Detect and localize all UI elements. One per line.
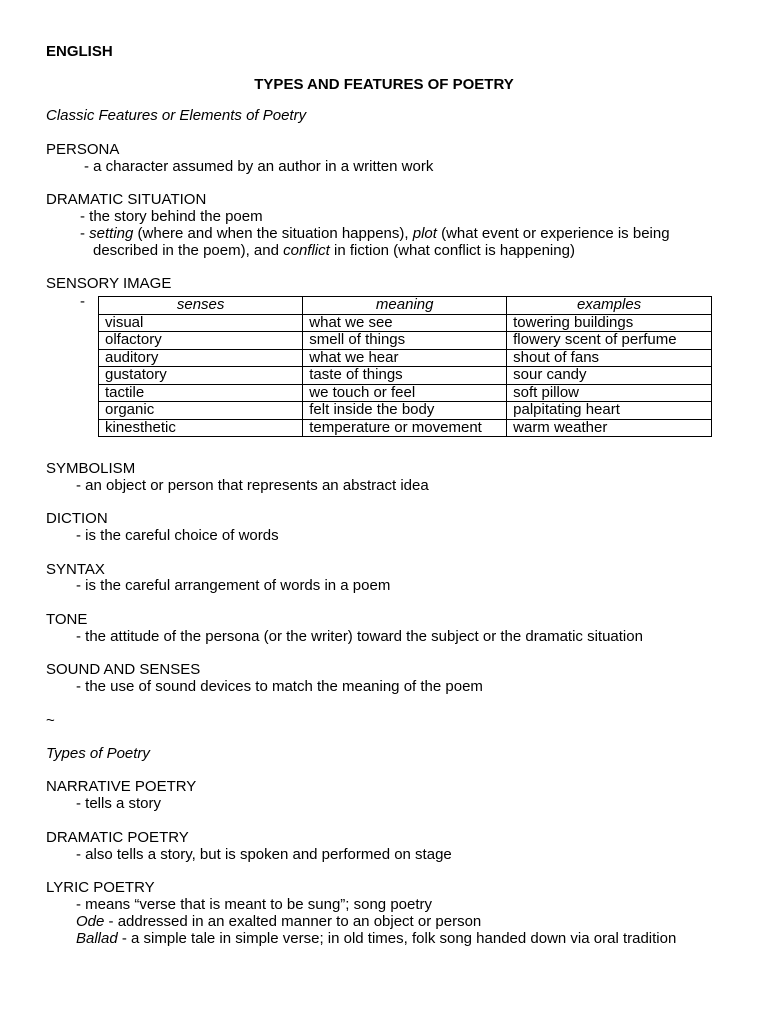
example-cell: towering buildings (507, 314, 712, 332)
conflict-term: conflict (283, 242, 330, 259)
diction-definition: - is the careful choice of words (76, 527, 279, 544)
example-cell: soft pillow (507, 384, 712, 402)
subject-label: ENGLISH (46, 43, 113, 60)
dramatic-poetry-definition: - also tells a story, but is spoken and performed on stage (76, 846, 452, 863)
table-row (99, 349, 712, 367)
setting-term: setting (89, 225, 134, 242)
meaning-cell: taste of things (303, 367, 507, 385)
document-title: TYPES AND FEATURES OF POETRY (254, 76, 514, 93)
described-text: described in the poem), and (93, 242, 284, 259)
example-cell: sour candy (507, 367, 712, 385)
column-header-senses: senses (99, 297, 303, 315)
ode-text: - addressed in an exalted manner to an object or person (104, 913, 482, 930)
sense-cell: olfactory (99, 332, 303, 350)
conflict-text: in fiction (what conflict is happening) (329, 242, 575, 259)
sound-and-senses-term: SOUND AND SENSES (46, 661, 201, 678)
sensory-image-table (98, 296, 712, 437)
dramatic-situation-term: DRAMATIC SITUATION (46, 191, 207, 208)
syntax-term: SYNTAX (46, 561, 105, 578)
meaning-cell: temperature or movement (303, 419, 507, 437)
meaning-cell: what we see (303, 314, 507, 332)
narrative-poetry-definition: - tells a story (76, 795, 162, 812)
sense-cell: tactile (99, 384, 303, 402)
dramatic-poetry-term: DRAMATIC POETRY (46, 829, 189, 846)
example-cell: warm weather (507, 419, 712, 437)
sense-cell: kinesthetic (99, 419, 303, 437)
sense-cell: auditory (99, 349, 303, 367)
ode-term: Ode (76, 913, 105, 930)
ballad-term: Ballad (76, 930, 118, 947)
ballad-definition (76, 930, 676, 947)
setting-text: (where and when the situation happens), (133, 225, 413, 242)
example-cell: flowery scent of perfume (507, 332, 712, 350)
sensory-image-term: SENSORY IMAGE (46, 275, 172, 292)
meaning-cell: we touch or feel (303, 384, 507, 402)
lyric-poetry-definition: - means “verse that is meant to be sung”; song poetry (76, 896, 433, 913)
table-row (99, 384, 712, 402)
example-cell: shout of fans (507, 349, 712, 367)
dramatic-situation-line-2 (80, 225, 670, 242)
table-row (99, 402, 712, 420)
sense-cell: gustatory (99, 367, 303, 385)
plot-term: plot (412, 225, 437, 242)
diction-term: DICTION (46, 510, 108, 527)
persona-definition: - a character assumed by an author in a written work (84, 158, 434, 175)
table-header-row (99, 297, 712, 315)
example-cell: palpitating heart (507, 402, 712, 420)
table-row (99, 419, 712, 437)
symbolism-term: SYMBOLISM (46, 460, 136, 477)
syntax-definition: - is the careful arrangement of words in a poem (76, 577, 391, 594)
plot-text: (what event or experience is being (436, 225, 670, 242)
symbolism-definition: - an object or person that represents an abstract idea (76, 477, 429, 494)
classic-features-heading: Classic Features or Elements of Poetry (46, 107, 307, 124)
narrative-poetry-term: NARRATIVE POETRY (46, 778, 197, 795)
ode-definition (76, 913, 481, 930)
persona-term: PERSONA (46, 141, 120, 158)
table-row (99, 367, 712, 385)
meaning-cell: smell of things (303, 332, 507, 350)
ballad-text: - a simple tale in simple verse; in old times, folk song handed down via oral tradition (117, 930, 677, 947)
table-row (99, 332, 712, 350)
tone-term: TONE (46, 611, 88, 628)
sound-and-senses-definition: - the use of sound devices to match the meaning of the poem (76, 678, 483, 695)
meaning-cell: what we hear (303, 349, 507, 367)
dash: - (80, 225, 90, 242)
column-header-meaning: meaning (303, 297, 507, 315)
dramatic-situation-line-1: - the story behind the poem (80, 208, 263, 225)
section-separator: ~ (46, 712, 55, 729)
meaning-cell: felt inside the body (303, 402, 507, 420)
tone-definition: - the attitude of the persona (or the writer) toward the subject or the dramatic situation (76, 628, 643, 645)
column-header-examples: examples (507, 297, 712, 315)
sense-cell: organic (99, 402, 303, 420)
dramatic-situation-line-3 (93, 242, 575, 259)
types-of-poetry-heading: Types of Poetry (46, 745, 150, 762)
lyric-poetry-term: LYRIC POETRY (46, 879, 155, 896)
sensory-image-dash: - (80, 293, 85, 310)
table-row (99, 314, 712, 332)
sense-cell: visual (99, 314, 303, 332)
